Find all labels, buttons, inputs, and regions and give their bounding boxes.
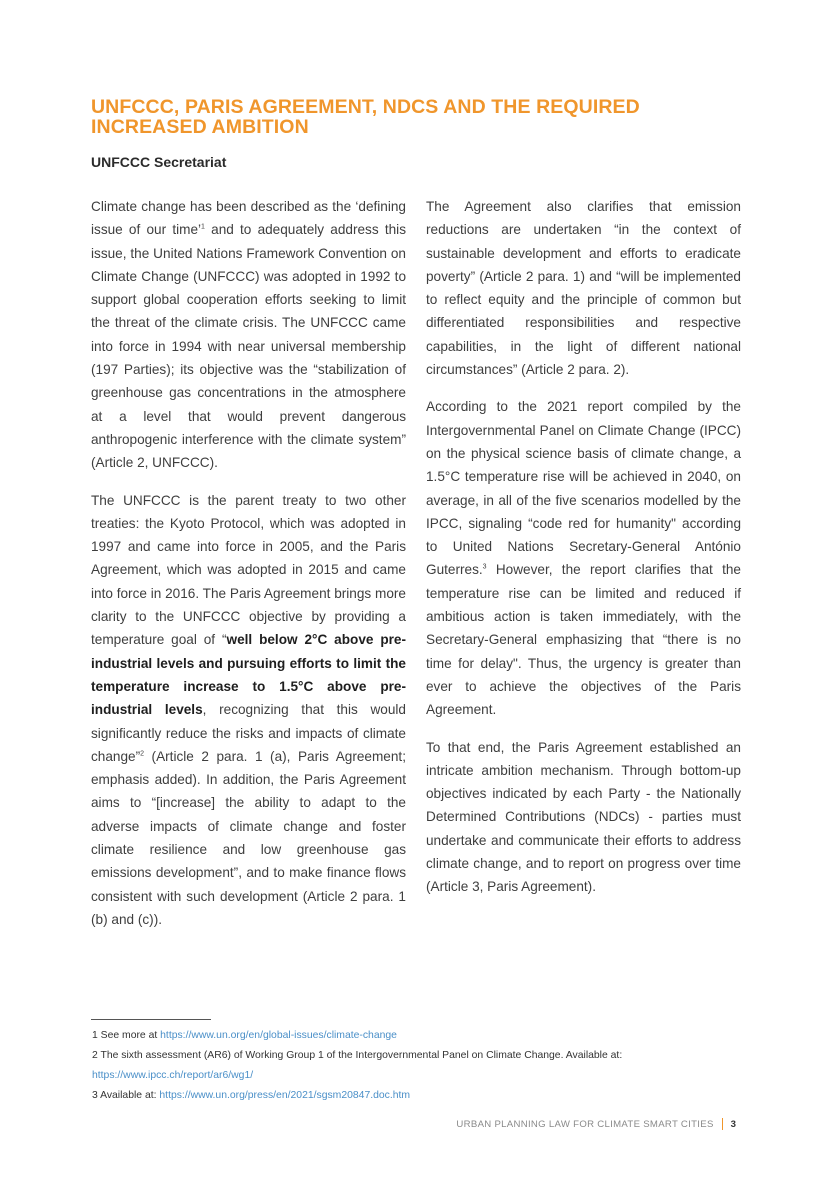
paragraph-text: and to adequately address this issue, the United Nations Framework Convention on Climate Change (UNFCCC) was adopted in 1992 to support global cooperation efforts seeking to limit the threat of the climate crisis. The UNFCCC came into force in 1994 with near universal membership (197 Parties); its objective was the “stabilization of greenhouse gas concentrations in the atmosphere at a level that would prevent dangerous anthropogenic interference with the climate system” (Article 2, UNFCCC). — [91, 222, 406, 471]
footnote-link[interactable]: https://www.ipcc.ch/report/ar6/wg1/ — [92, 1070, 254, 1081]
footnote-text: 3 Available at: — [92, 1090, 160, 1101]
footnote — [92, 1026, 732, 1046]
footnote-text: 2 The sixth assessment (AR6) of Working Group 1 of the Intergovernmental Panel on Climate Change. Available at: — [92, 1050, 623, 1061]
footnote-ref[interactable]: 3 — [482, 563, 487, 571]
footnote-ref[interactable]: 1 — [201, 223, 205, 231]
right-column — [426, 195, 741, 913]
footnote-text: 1 See more at — [92, 1030, 161, 1041]
footer-separator — [722, 1118, 723, 1130]
footnote — [92, 1086, 732, 1106]
running-title: URBAN PLANNING LAW FOR CLIMATE SMART CITIES — [456, 1118, 714, 1130]
paragraph — [91, 195, 406, 475]
paragraph — [91, 489, 406, 932]
footnote-link[interactable]: https://www.un.org/press/en/2021/sgsm20847.doc.htm — [159, 1090, 411, 1101]
footnotes — [92, 1026, 732, 1106]
footnote-divider — [91, 1019, 211, 1020]
paragraph-text: According to the 2021 report compiled by the Intergovernmental Panel on Climate Change (IPCC) on the physical science basis of climate change, a 1.5°C temperature rise will be achieved in 2040, on average, in all of the five scenarios modelled by the IPCC, signaling “code red for humanity" according to United Nations Secretary-General António Guterres. — [426, 399, 741, 578]
paragraph: To that end, the Paris Agreement established an intricate ambition mechanism. Through bottom-up objectives indicated by each Party - the Nationally Determined Contributions (NDCs) - parties must undertake and communicate their efforts to address climate change, and to report on progress over time (Article 3, Paris Agreement). — [426, 739, 741, 895]
paragraph-text: However, the report clarifies that the temperature rise can be limited and reduced if ambitious action is taken immediately, with the Secretary-General emphasizing that “there is no time for delay". Thus, the urgency is greater than ever to achieve the objectives of the Paris Agreement. — [426, 562, 741, 718]
footnote — [92, 1046, 732, 1086]
author-line: UNFCCC Secretariat — [91, 154, 227, 170]
paragraph-text: (Article 2 para. 1 (a), Paris Agreement; emphasis added). In addition, the Paris Agreement aims to “[increase] the ability to adapt to the adverse impacts of climate change and foster climate resilience and low greenhouse gas emissions development”, and to make finance flows consistent with such development (Article 2 para. 1 (b) and (c)). — [91, 748, 406, 927]
emphasis-text: well below 2°C above pre-industrial levels and pursuing efforts to limit the temperature increase to 1.5°C above pre-industrial levels — [91, 632, 406, 718]
paragraph — [426, 395, 741, 721]
paragraph-text: , recognizing that this would significantly reduce the risks and impacts of climate change” — [91, 702, 406, 764]
footnote-ref[interactable]: 2 — [140, 750, 145, 758]
paragraph-text: The UNFCCC is the parent treaty to two other treaties: the Kyoto Protocol, which was adopted in 1997 and came into force in 2005, and the Paris Agreement, which was adopted in 2015 and came into force in 2016. The Paris Agreement brings more clarity to the UNFCCC objective by providing a temperature goal of “ — [91, 492, 406, 648]
section-title: UNFCCC, PARIS AGREEMENT, NDCS AND THE REQUIRED INCREASED AMBITION — [91, 96, 640, 138]
left-column — [91, 195, 406, 945]
paragraph-text: Climate change has been described as the ‘defining issue of our time’ — [91, 199, 406, 238]
page-footer — [456, 1118, 736, 1130]
footnote-link[interactable]: https://www.un.org/en/global-issues/climate-change — [160, 1030, 397, 1041]
paragraph: The Agreement also clarifies that emission reductions are undertaken “in the context of sustainable development and efforts to eradicate poverty” (Article 2 para. 1) and “will be implemented to reflect equity and the principle of common but differentiated responsibilities and respective capabilities, in the light of different national circumstances” (Article 2 para. 2). — [426, 199, 741, 378]
page-number: 3 — [730, 1118, 736, 1130]
